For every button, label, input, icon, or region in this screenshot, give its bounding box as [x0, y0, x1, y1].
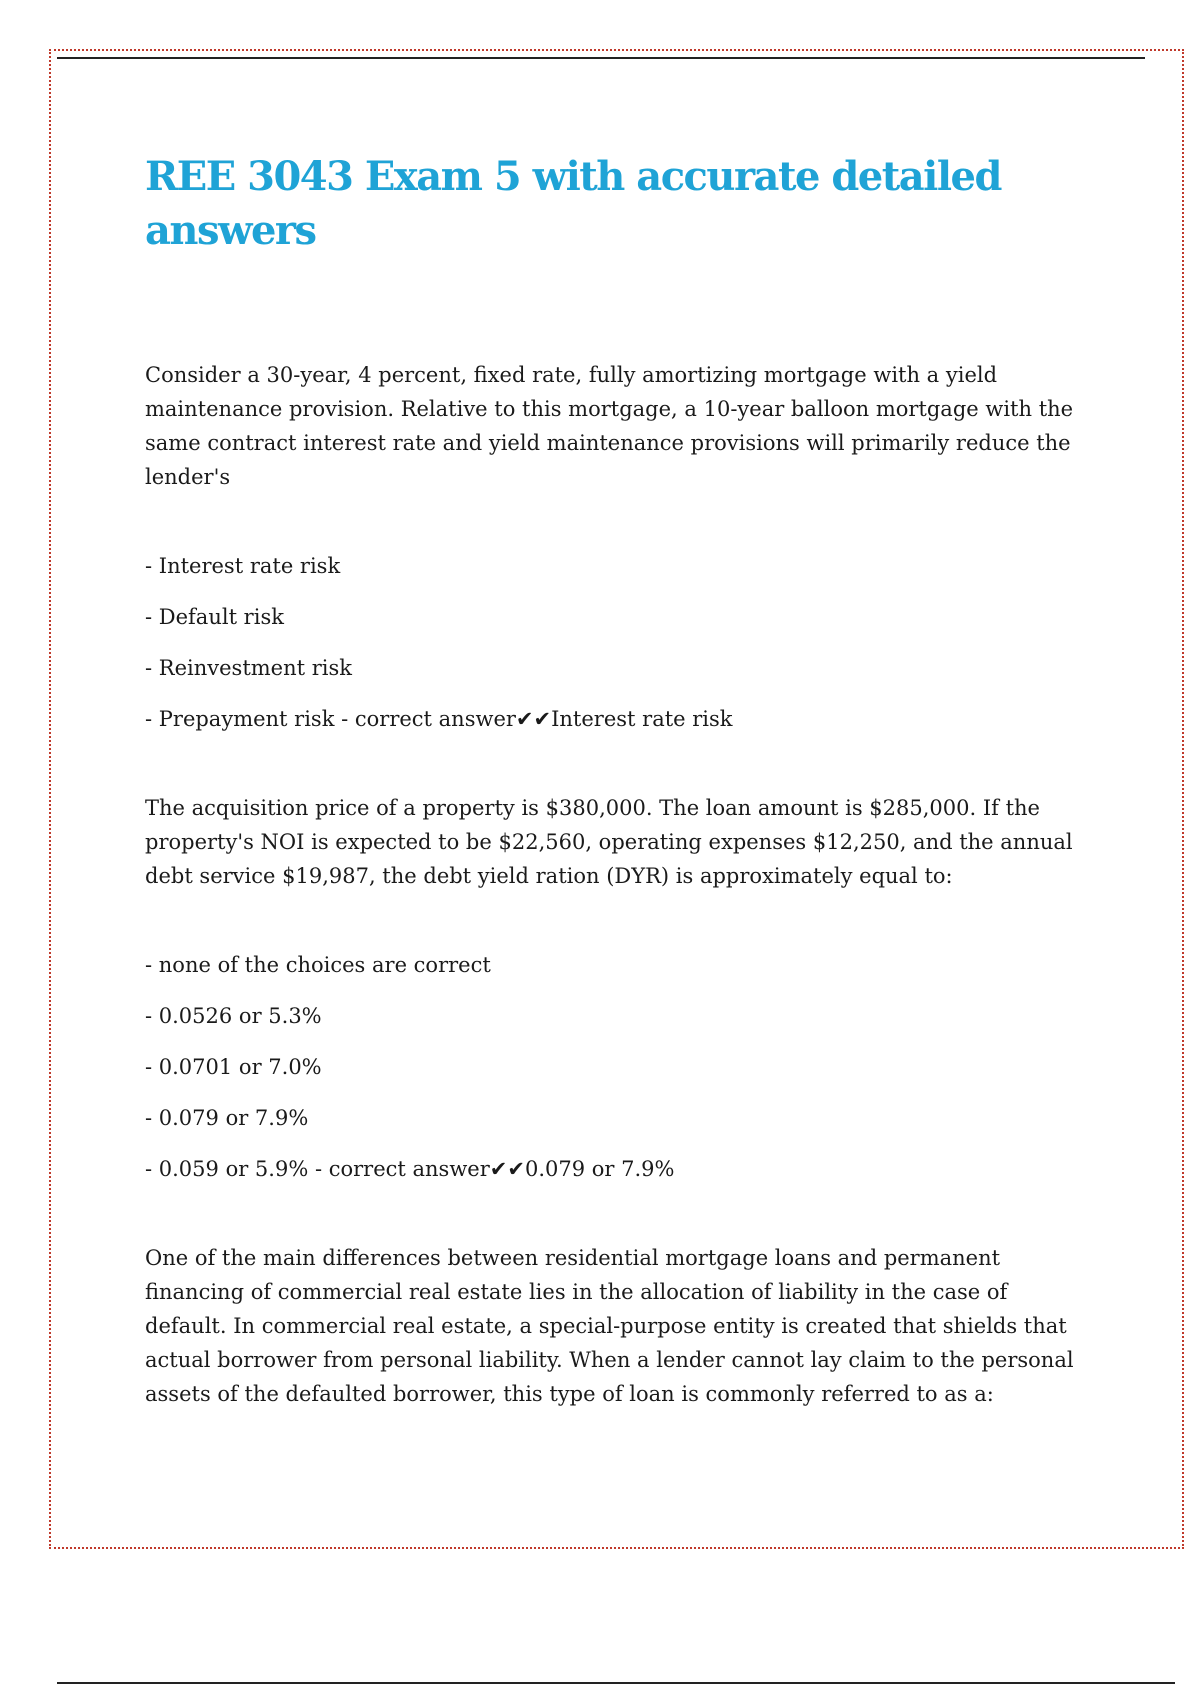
- question-2-option: - 0.0701 or 7.0%: [145, 1055, 322, 1079]
- question-2-option: - 0.0526 or 5.3%: [145, 1004, 322, 1028]
- question-1-options: [145, 552, 1095, 733]
- bottom-rule: [57, 1682, 1175, 1684]
- question-1-option-answer: - Prepayment risk - correct answer✔✔Interest rate risk: [145, 707, 733, 731]
- document-body: [145, 150, 1095, 1411]
- top-rule: [57, 57, 1145, 59]
- question-1-option: - Reinvestment risk: [145, 656, 352, 680]
- question-2-text: The acquisition price of a property is $380,000. The loan amount is $285,000. If the property's NOI is expected to be $22,560, operating expenses $12,250, and the annual debt service $19,987, the debt yield ration (DYR) is approximately equal to:: [145, 796, 1073, 888]
- question-1-option: - Interest rate risk: [145, 554, 341, 578]
- question-2-option-answer: - 0.059 or 5.9% - correct answer✔✔0.079 or 7.9%: [145, 1157, 675, 1181]
- document-title: REE 3043 Exam 5 with accurate detailed answers: [145, 153, 1001, 254]
- question-1-option: - Default risk: [145, 605, 284, 629]
- question-2-option: - 0.079 or 7.9%: [145, 1106, 309, 1130]
- question-3-text: One of the main differences between residential mortgage loans and permanent financing of commercial real estate lies in the allocation of liability in the case of default. In commercial real estate, a special-purpose entity is created that shields that actual borrower from personal liability. When a lender cannot lay claim to the personal assets of the defaulted borrower, this type of loan is commonly referred to as a:: [145, 1246, 1074, 1406]
- question-2-options: [145, 951, 1095, 1183]
- question-2-option: - none of the choices are correct: [145, 953, 491, 977]
- question-1-text: Consider a 30-year, 4 percent, fixed rate, fully amortizing mortgage with a yield maintenance provision. Relative to this mortgage, a 10-year balloon mortgage with the same contract interest rate and yield maintenance provisions will primarily reduce the lender's: [145, 363, 1074, 489]
